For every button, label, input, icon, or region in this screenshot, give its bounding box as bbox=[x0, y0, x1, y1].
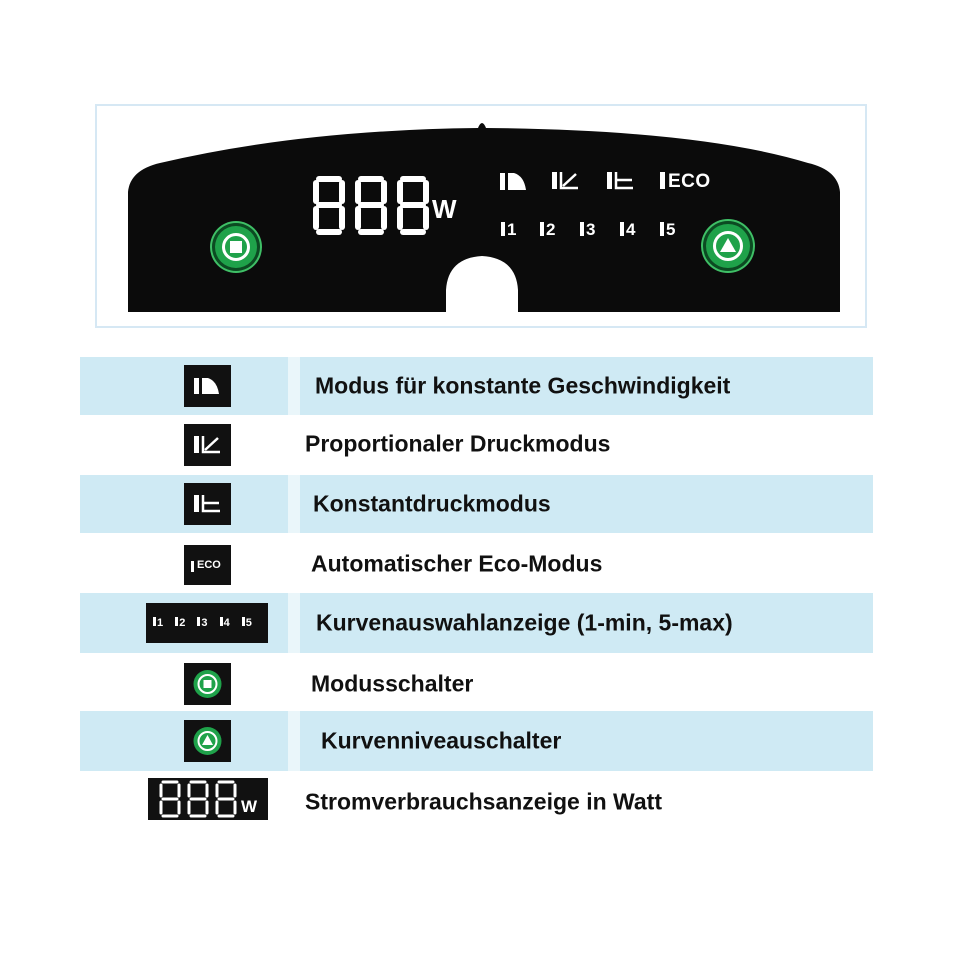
power-display bbox=[311, 174, 429, 238]
curve-indicator-3: 3 bbox=[580, 221, 595, 238]
eco-bar-icon bbox=[660, 172, 665, 189]
legend-label: Kurvenniveauschalter bbox=[321, 727, 562, 754]
legend-row-power-display bbox=[80, 773, 873, 831]
legend-row-proportional-pressure bbox=[80, 415, 873, 473]
curve-level-switch-icon bbox=[184, 720, 231, 762]
constant-speed-icon bbox=[184, 365, 231, 407]
legend-label: Stromverbrauchsanzeige in Watt bbox=[305, 788, 663, 815]
curve-indicator-2: 2 bbox=[540, 221, 555, 238]
power-unit: W bbox=[432, 194, 457, 224]
digit-1 bbox=[316, 179, 342, 232]
legend-label: Kurvenauswahlanzeige (1-min, 5-max) bbox=[316, 609, 733, 636]
mode-switch-icon bbox=[184, 663, 231, 705]
curve-level-switch-button[interactable] bbox=[703, 221, 753, 271]
eco-icon: ECO bbox=[184, 545, 231, 585]
mode-switch-button[interactable] bbox=[212, 223, 260, 271]
control-panel bbox=[0, 0, 968, 340]
curve-indicator-icon: 1 2 3 4 5 bbox=[146, 603, 268, 643]
power-display-icon: W bbox=[148, 778, 268, 820]
legend-row-eco bbox=[80, 535, 873, 593]
constant-pressure-icon bbox=[607, 171, 635, 191]
constant-pressure-icon bbox=[184, 483, 231, 525]
square-icon bbox=[230, 241, 242, 253]
legend-label: Konstantdruckmodus bbox=[313, 490, 551, 517]
proportional-pressure-icon bbox=[552, 171, 580, 191]
triangle-up-icon bbox=[720, 238, 736, 252]
proportional-pressure-icon bbox=[184, 424, 231, 466]
legend-label: Automatischer Eco-Modus bbox=[311, 550, 603, 577]
digit-3 bbox=[400, 179, 426, 232]
legend-label: Proportionaler Druckmodus bbox=[305, 430, 611, 457]
legend-row-constant-speed bbox=[80, 357, 873, 415]
eco-label: ECO bbox=[668, 171, 711, 192]
legend-label: Modus für konstante Geschwindigkeit bbox=[315, 372, 731, 399]
digit-2 bbox=[358, 179, 384, 232]
curve-indicator-1: 1 bbox=[501, 221, 516, 238]
curve-indicator-4: 4 bbox=[620, 221, 635, 238]
legend-row-curve-indicator bbox=[80, 593, 873, 653]
legend-row-mode-switch bbox=[80, 655, 873, 713]
legend-label: Modusschalter bbox=[311, 670, 474, 697]
curve-indicator-5: 5 bbox=[660, 221, 675, 238]
control-panel-body bbox=[128, 123, 840, 312]
constant-speed-icon bbox=[500, 172, 528, 192]
legend-row-constant-pressure bbox=[80, 475, 873, 533]
legend-row-curve-level-switch bbox=[80, 711, 873, 771]
